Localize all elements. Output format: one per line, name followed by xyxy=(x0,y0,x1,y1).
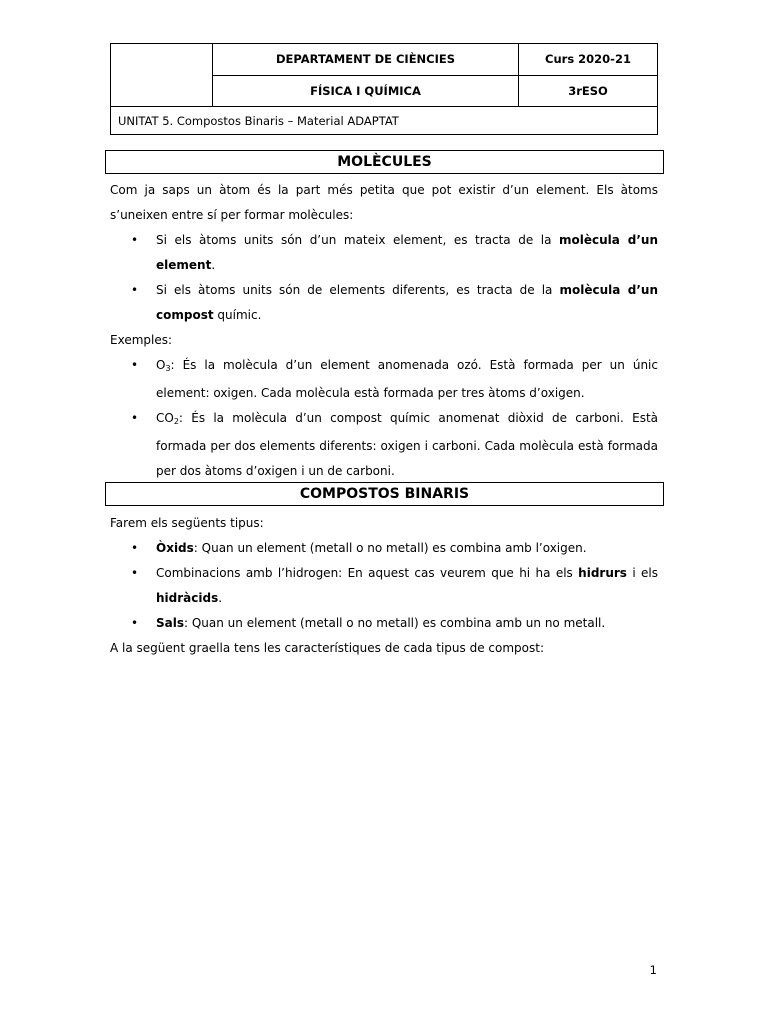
unit-cell: UNITAT 5. Compostos Binaris – Material ADAPTAT xyxy=(111,107,658,135)
list-item xyxy=(110,228,658,278)
examples-list xyxy=(110,353,658,484)
bullet-text-end: . xyxy=(218,591,223,605)
header-table xyxy=(110,43,658,135)
bullet-icon: • xyxy=(131,566,139,580)
examples-label: Exemples: xyxy=(110,333,173,347)
list-item xyxy=(110,561,658,611)
bullet-icon: • xyxy=(131,541,139,555)
list-item xyxy=(110,536,658,561)
list-item xyxy=(110,611,658,636)
bullet-icon: • xyxy=(131,411,139,425)
binaris-section xyxy=(110,511,658,661)
bullet-text: Combinacions amb l’hidrogen: En aquest cas veurem que hi ha els xyxy=(156,566,579,580)
molecules-section xyxy=(110,178,658,484)
bullet-text: Si els àtoms units són d’un mateix element, es tracta de la xyxy=(156,233,559,247)
formula: CO xyxy=(156,411,174,425)
list-item xyxy=(110,353,658,406)
bullet-bold-term: molècula d’un element xyxy=(156,233,658,272)
bullet-text: : Quan un element (metall o no metall) es combina amb un no metall. xyxy=(184,616,606,630)
section-title-molecules: MOLÈCULES xyxy=(105,150,664,174)
bullet-text: Si els àtoms units són de elements diferents, es tracta de la xyxy=(156,283,560,297)
bullet-text-mid: i els xyxy=(626,566,658,580)
binaris-bullet-list xyxy=(110,536,658,636)
bullet-bold-term: Òxids xyxy=(156,541,194,555)
bullet-bold-term: molècula d’un compost xyxy=(156,283,659,322)
page-number: 1 xyxy=(649,963,657,977)
bullet-bold-term: Sals xyxy=(156,616,184,630)
formula: O xyxy=(156,358,166,372)
molecules-bullet-list xyxy=(110,228,658,328)
logo-cell xyxy=(111,44,213,107)
bullet-text-end: químic. xyxy=(213,308,262,322)
example-text: : És la molècula d’un compost químic anomenat diòxid de carboni. Està formada per dos elements diferents: oxigen i carboni. Cada molècula està formada per dos àtoms d’oxigen i un de carboni. xyxy=(156,411,658,478)
bullet-bold-term: hidràcids xyxy=(156,591,219,605)
formula-subscript: 2 xyxy=(173,417,179,426)
formula-subscript: 3 xyxy=(165,364,171,373)
department-cell: DEPARTAMENT DE CIÈNCIES xyxy=(213,44,519,76)
list-item xyxy=(110,278,658,328)
course-cell: Curs 2020-21 xyxy=(519,44,658,76)
bullet-icon: • xyxy=(131,358,139,372)
subject-cell: FÍSICA I QUÍMICA xyxy=(213,75,519,107)
section-title-compostos-binaris: COMPOSTOS BINARIS xyxy=(105,482,664,506)
binaris-outro: A la següent graella tens les característiques de cada tipus de compost: xyxy=(110,641,544,655)
bullet-text-end: . xyxy=(211,258,216,272)
list-item xyxy=(110,406,658,484)
level-cell: 3rESO xyxy=(519,75,658,107)
bullet-icon: • xyxy=(131,616,139,630)
example-text: : És la molècula d’un element anomenada ozó. Està formada per un únic element: oxigen. Cada molècula està formada per tres àtoms d’oxigen. xyxy=(156,358,658,400)
bullet-icon: • xyxy=(131,233,139,247)
binaris-intro: Farem els següents tipus: xyxy=(110,516,264,530)
bullet-text: : Quan un element (metall o no metall) es combina amb l’oxigen. xyxy=(193,541,587,555)
bullet-icon: • xyxy=(131,283,139,297)
molecules-intro: Com ja saps un àtom és la part més petita que pot existir d’un element. Els àtoms s’uneixen entre sí per formar molècules: xyxy=(110,183,658,222)
bullet-bold-term: hidrurs xyxy=(578,566,627,580)
